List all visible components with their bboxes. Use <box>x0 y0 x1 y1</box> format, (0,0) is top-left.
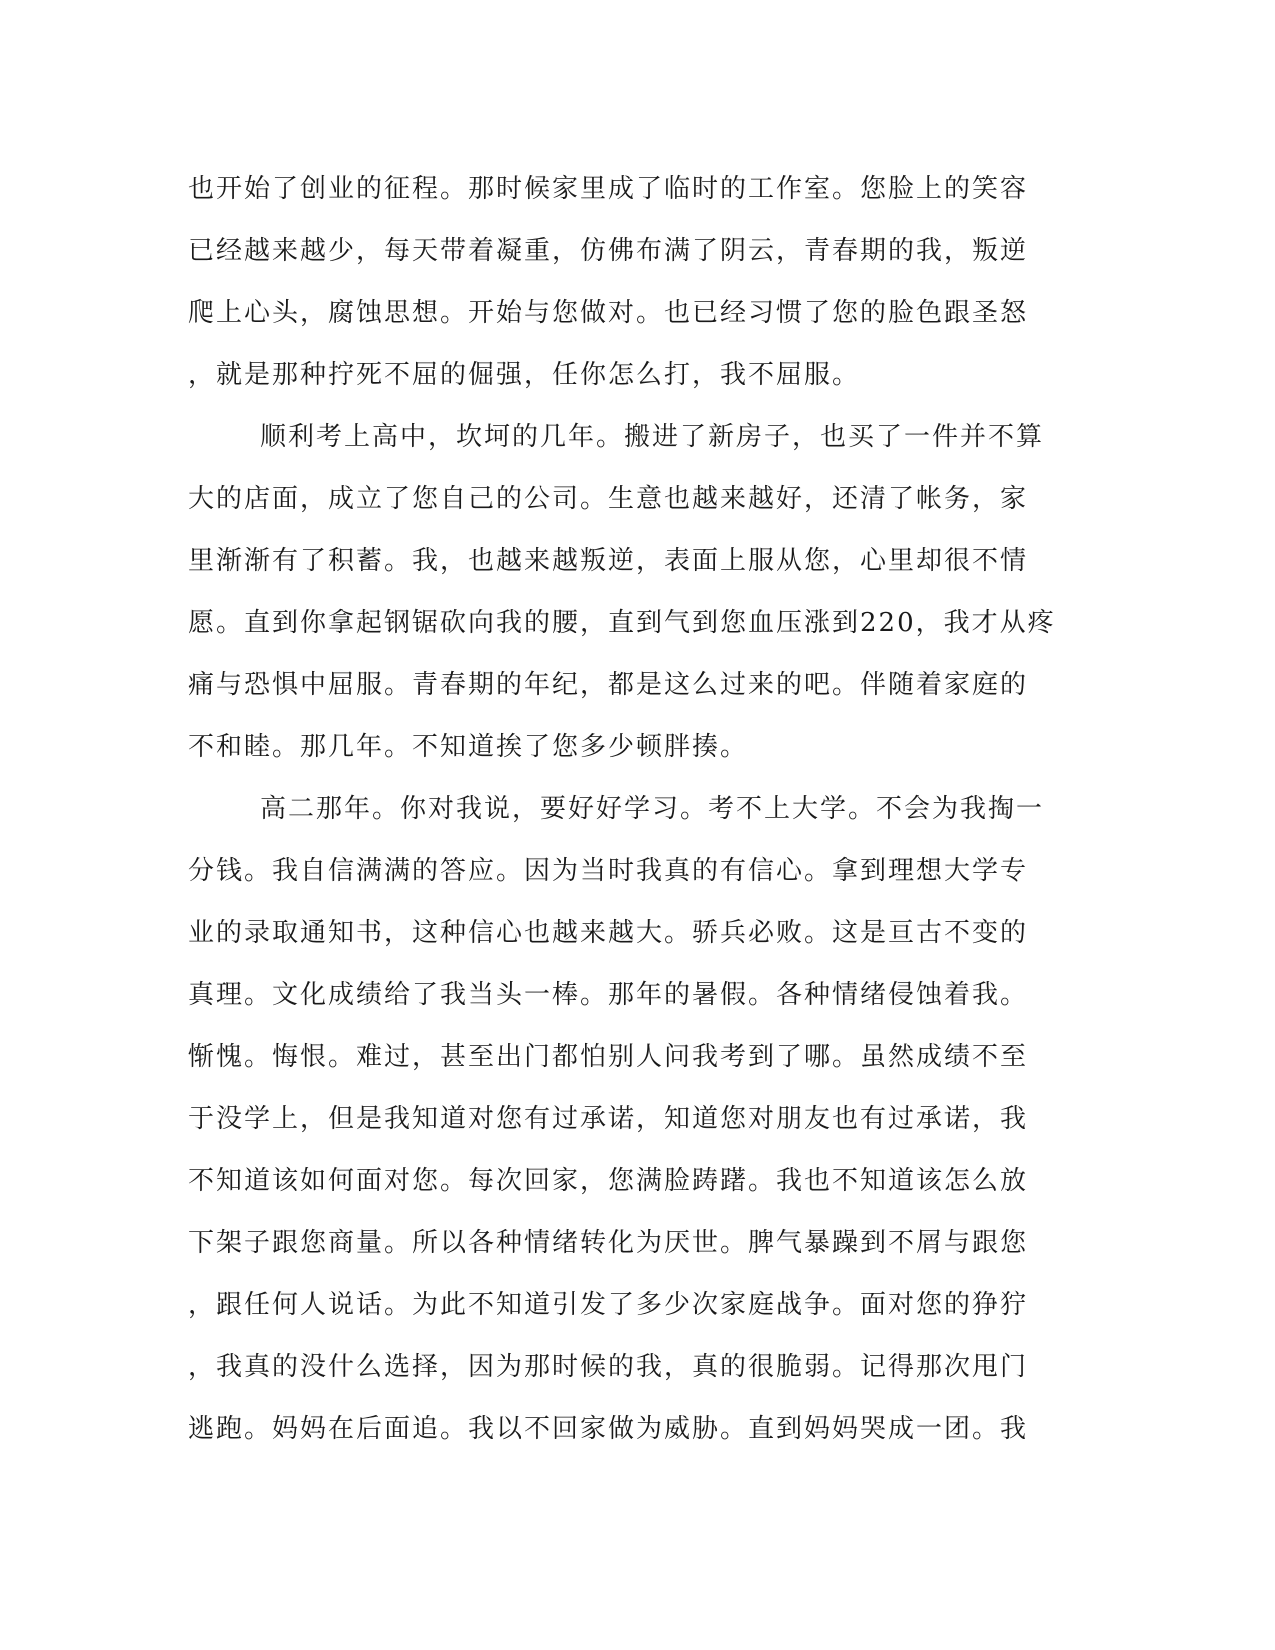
text-line: 于没学上，但是我知道对您有过承诺，知道您对朋友也有过承诺，我 <box>188 1104 1029 1134</box>
text-line: 里渐渐有了积蓄。我，也越来越叛逆，表面上服从您，心里却很不情 <box>188 546 1029 576</box>
text-line: 痛与恐惧中屈服。青春期的年纪，都是这么过来的吧。伴随着家庭的 <box>188 670 1029 700</box>
text-line: 逃跑。妈妈在后面追。我以不回家做为威胁。直到妈妈哭成一团。我 <box>188 1414 1029 1444</box>
text-line: 惭愧。悔恨。难过，甚至出门都怕别人问我考到了哪。虽然成绩不至 <box>188 1042 1029 1072</box>
text-line: 高二那年。你对我说，要好好学习。考不上大学。不会为我掏一 <box>260 794 1045 824</box>
text-line: 已经越来越少，每天带着凝重，仿佛布满了阴云，青春期的我，叛逆 <box>188 236 1029 266</box>
text-line: 下架子跟您商量。所以各种情绪转化为厌世。脾气暴躁到不屑与跟您 <box>188 1228 1029 1258</box>
text-line: 爬上心头，腐蚀思想。开始与您做对。也已经习惯了您的脸色跟圣怒 <box>188 298 1029 328</box>
body-text <box>188 158 1088 1460</box>
text-line: 业的录取通知书，这种信心也越来越大。骄兵必败。这是亘古不变的 <box>188 918 1029 948</box>
text-line: ，我真的没什么选择，因为那时候的我，真的很脆弱。记得那次甩门 <box>188 1352 1029 1382</box>
text-line: ，就是那种拧死不屈的倔强，任你怎么打，我不屈服。 <box>188 360 861 390</box>
text-line: 大的店面，成立了您自己的公司。生意也越来越好，还清了帐务，家 <box>188 484 1029 514</box>
text-line: 愿。直到你拿起钢锯砍向我的腰，直到气到您血压涨到220，我才从疼 <box>188 608 1056 638</box>
text-line: 不和睦。那几年。不知道挨了您多少顿胖揍。 <box>188 732 749 762</box>
text-line: ，跟任何人说话。为此不知道引发了多少次家庭战争。面对您的狰狞 <box>188 1290 1029 1320</box>
text-line: 分钱。我自信满满的答应。因为当时我真的有信心。拿到理想大学专 <box>188 856 1029 886</box>
text-line: 不知道该如何面对您。每次回家，您满脸踌躇。我也不知道该怎么放 <box>188 1166 1029 1196</box>
text-line: 顺利考上高中，坎坷的几年。搬进了新房子，也买了一件并不算 <box>260 422 1045 452</box>
text-line: 也开始了创业的征程。那时候家里成了临时的工作室。您脸上的笑容 <box>188 174 1029 204</box>
text-line: 真理。文化成绩给了我当头一棒。那年的暑假。各种情绪侵蚀着我。 <box>188 980 1029 1010</box>
